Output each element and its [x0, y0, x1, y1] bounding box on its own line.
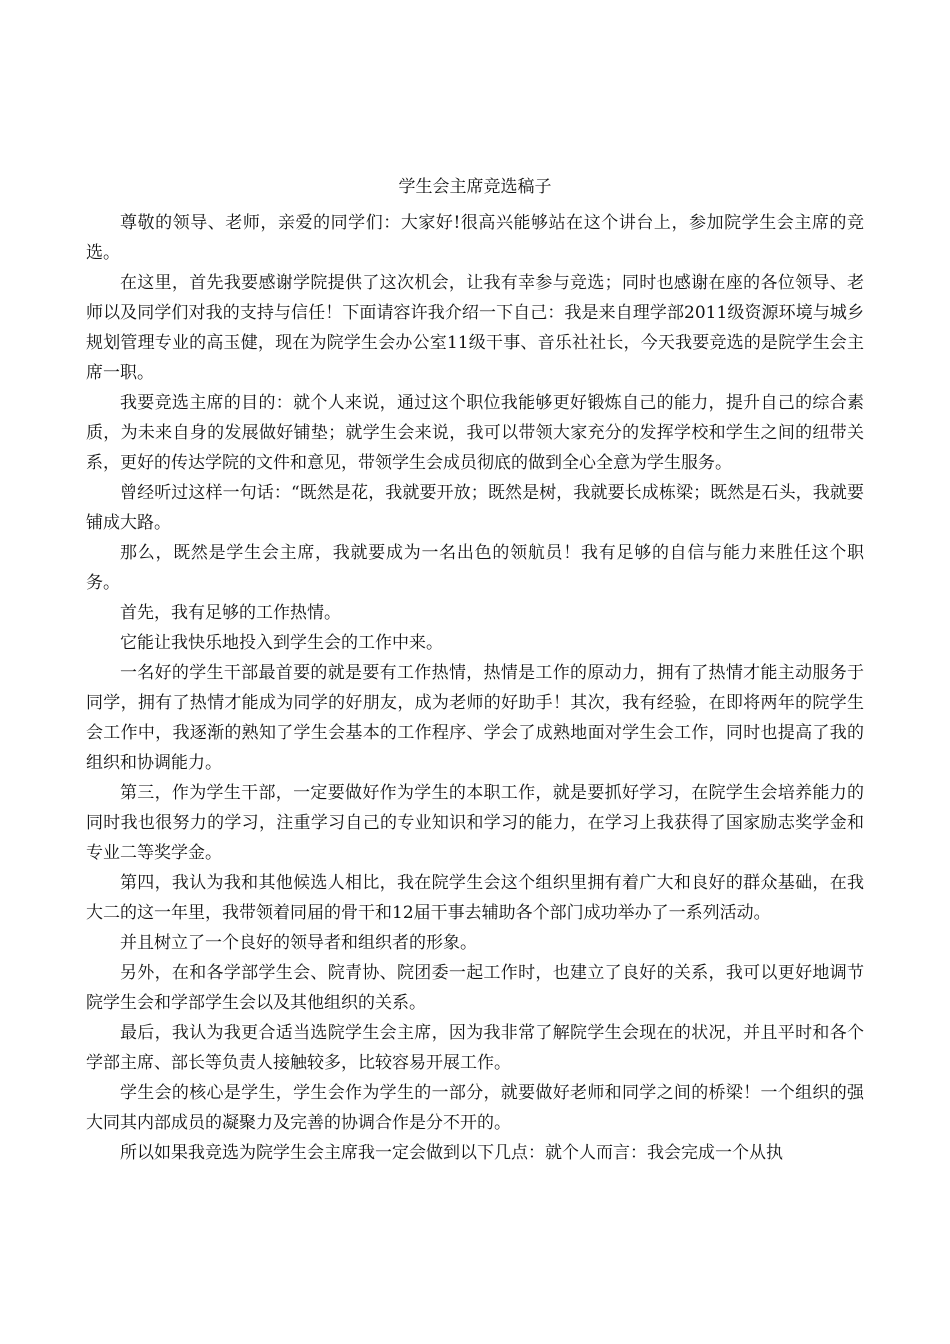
paragraph-image: 并且树立了一个良好的领导者和组织者的形象。 [120, 933, 477, 953]
paragraph-core: 学生会的核心是学生，学生会作为学生的一部分，就要做好老师和同学之间的桥梁！一个组织的强大同其内部成员的凝聚力及完善的协调合作是分不开的。 [86, 1083, 864, 1133]
paragraph-finally: 最后，我认为我更合适当选院学生会主席，因为我非常了解院学生会现在的状况，并且平时和各个学部主席、部长等负责人接触较多，比较容易开展工作。 [86, 1023, 864, 1073]
paragraph-introduction: 在这里，首先我要感谢学院提供了这次机会，让我有幸参与竞选；同时也感谢在座的各位领导、老师以及同学们对我的支持与信任！下面请容许我介绍一下自己：我是来自理学部2011级资源环境与城乡规划管理专业的高玉健，现在为院学生会办公室11级干事、音乐社社长，今天我要竞选的是院学生会主席一职。 [86, 273, 864, 383]
paragraph-quote: 曾经听过这样一句话：“既然是花，我就要开放；既然是树，我就要长成栋梁；既然是石头，我就要铺成大路。 [86, 483, 864, 533]
paragraph-first-point: 首先，我有足够的工作热情。 [120, 603, 341, 623]
paragraph-experience: 一名好的学生干部最首要的就是要有工作热情，热情是工作的原动力，拥有了热情才能主动服务于同学，拥有了热情才能成为同学的好朋友，成为老师的好助手！其次，我有经验，在即将两年的院学生会工作中，我逐渐的熟知了学生会基本的工作程序、学会了成熟地面对学生会工作，同时也提高了我的组织和协调能力。 [86, 663, 864, 773]
paragraph-fourth-point: 第四，我认为我和其他候选人相比，我在院学生会这个组织里拥有着广大和良好的群众基础，在我大二的这一年里，我带领着同届的骨干和12届干事去辅助各个部门成功举办了一系列活动。 [86, 873, 864, 923]
paragraph-greeting: 尊敬的领导、老师，亲爱的同学们：大家好!很高兴能够站在这个讲台上，参加院学生会主席的竞选。 [86, 213, 864, 263]
paragraph-navigator: 那么，既然是学生会主席，我就要成为一名出色的领航员！我有足够的自信与能力来胜任这个职务。 [86, 543, 864, 593]
paragraph-relations: 另外，在和各学部学生会、院青协、院团委一起工作时，也建立了良好的关系，我可以更好地调节院学生会和学部学生会以及其他组织的关系。 [86, 963, 864, 1013]
paragraph-enthusiasm: 它能让我快乐地投入到学生会的工作中来。 [120, 633, 443, 653]
paragraph-third-point: 第三，作为学生干部，一定要做好作为学生的本职工作，就是要抓好学习，在院学生会培养能力的同时我也很努力的学习，注重学习自己的专业知识和学习的能力，在学习上我获得了国家励志奖学金和专业二等奖学金。 [86, 783, 864, 863]
document-page [86, 172, 864, 1168]
paragraph-purpose: 我要竞选主席的目的：就个人来说，通过这个职位我能够更好锻炼自己的能力，提升自己的综合素质，为未来自身的发展做好铺垫；就学生会来说，我可以带领大家充分的发挥学校和学生之间的纽带关系，更好的传达学院的文件和意见，带领学生会成员彻底的做到全心全意为学生服务。 [86, 393, 864, 473]
paragraph-commitment: 所以如果我竞选为院学生会主席我一定会做到以下几点：就个人而言：我会完成一个从执 [120, 1143, 783, 1163]
document-title: 学生会主席竞选稿子 [398, 177, 552, 197]
